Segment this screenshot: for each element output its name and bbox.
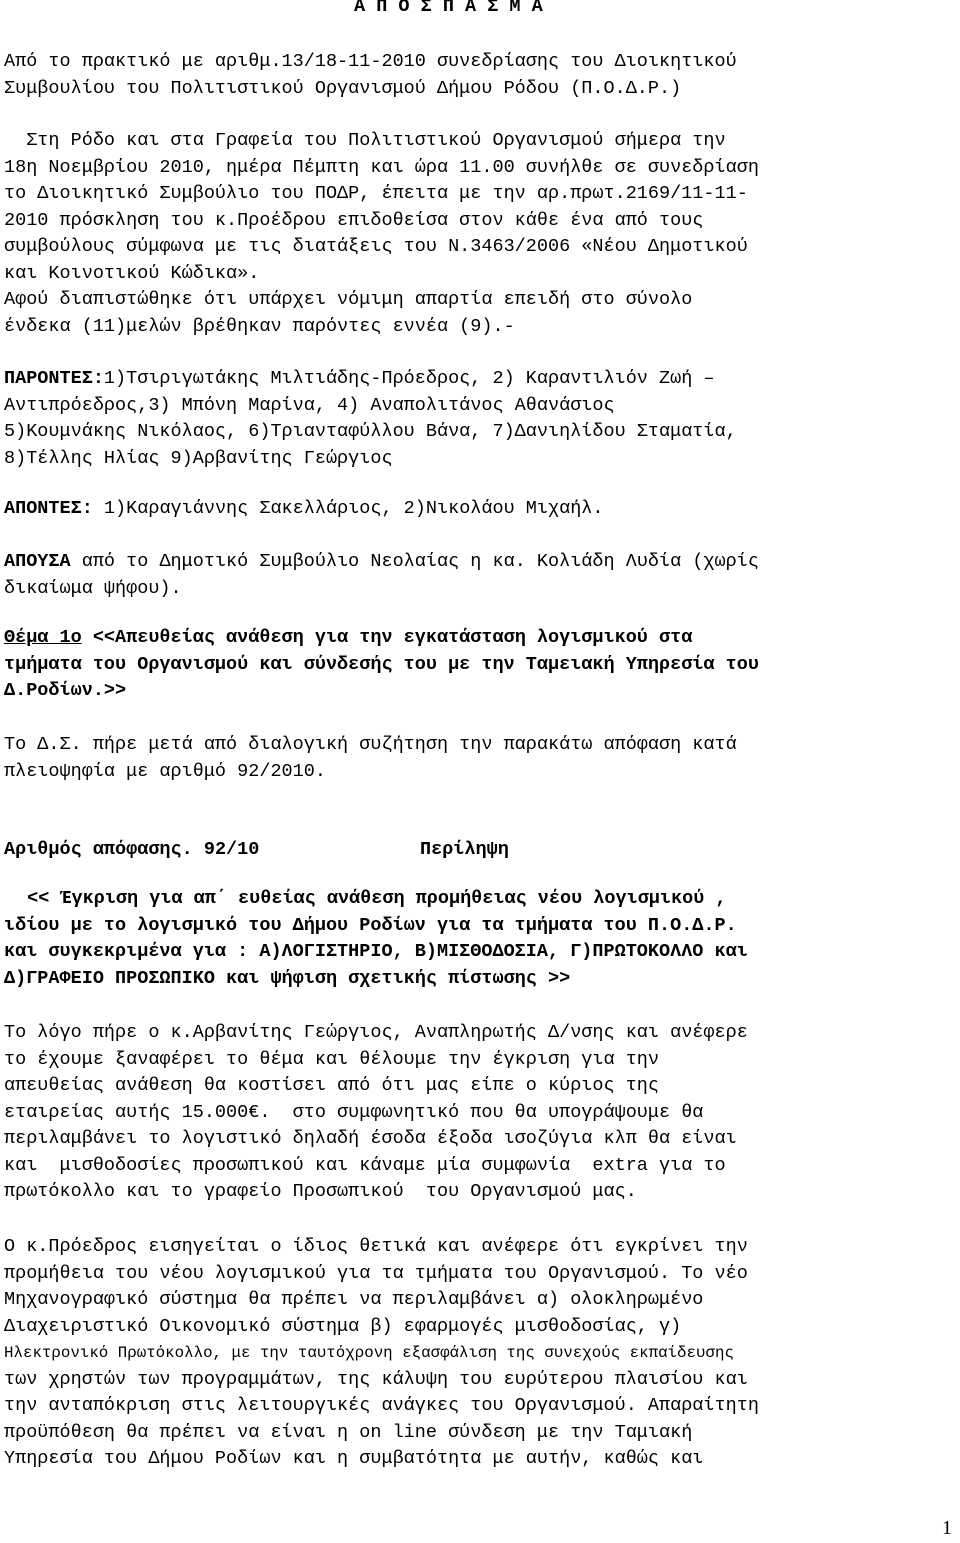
meeting-line: Αφού διαπιστώθηκε ότι υπάρχει νόμιμη απαρτία επειδή στο σύνολο xyxy=(4,289,693,310)
decision-number-row xyxy=(4,837,958,864)
summary-line: ιδίου με το λογισμικό του Δήμου Ροδίων για τα τμήματα του Π.Ο.Δ.Ρ. xyxy=(4,914,737,936)
meeting-line: 2010 πρόσκληση του κ.Προέδρου επιδοθείσα στον κάθε ένα από τους xyxy=(4,209,704,231)
speech-line: το έχουμε ξαναφέρει το θέμα και θέλουμε την έγκριση για την xyxy=(4,1048,660,1070)
subject-block xyxy=(4,625,958,705)
summary-label: Περίληψη xyxy=(420,839,509,860)
meeting-line: συμβούλους σύμφωνα με τις διατάξεις του Ν.3463/2006 «Νέου Δημοτικού xyxy=(4,236,748,257)
subject-line: Δ.Ροδίων.>> xyxy=(4,680,127,701)
absent-single-line: από το Δημοτικό Συμβούλιο Νεολαίας η κα. Κολιάδη Λυδία (χωρίς xyxy=(70,551,759,572)
speech-president xyxy=(4,1234,958,1473)
speech-line: Ηλεκτρονικό Πρωτόκολλο, με την ταυτόχρονη εξασφάλιση της συνεχούς εκπαίδευσης xyxy=(4,1344,734,1362)
decision-number-value: 92/10 xyxy=(192,839,260,860)
speech-line: Μηχανογραφικό σύστημα θα πρέπει να περιλαμβάνει α) ολοκληρωμένο xyxy=(4,1289,704,1310)
subject-label: Θέμα 1ο xyxy=(4,627,82,648)
absent-single-label: ΑΠΟΥΣΑ xyxy=(4,551,71,572)
meeting-line: Στη Ρόδο και στα Γραφεία του Πολιτιστικού Οργανισμού σήμερα την xyxy=(4,130,726,151)
summary-line: << Έγκριση για απ΄ ευθείας ανάθεση προμήθειας νέου λογισμικού , xyxy=(16,888,727,909)
speech-vice-director xyxy=(4,1020,958,1206)
meeting-line: το Διοικητικό Συμβούλιο του ΠΟΔΡ, έπειτα με την αρ.πρωτ.2169/11-11- xyxy=(4,183,748,204)
intro-line: Από το πρακτικό με αριθμ.13/18-11-2010 συνεδρίασης του Διοικητικού xyxy=(4,51,737,72)
meeting-line: και Κοινοτικού Κώδικα». xyxy=(4,262,260,284)
present-members xyxy=(4,366,958,472)
speech-line: Διαχειριστικό Οικονομικό σύστημα β) εφαρμογές μισθοδοσίας, γ) xyxy=(4,1315,682,1337)
present-line: 8)Τέλλης Ηλίας 9)Αρβανίτης Γεώργιος xyxy=(4,447,393,469)
decision-number-label: Αριθμός απόφασης. xyxy=(4,839,193,860)
absent-label: ΑΠΟΝΤΕΣ: xyxy=(4,498,93,519)
speech-line: εταιρείας αυτής 15.000€. στο συμφωνητικό που θα υπογράψουμε θα xyxy=(4,1101,704,1123)
present-label: ΠΑΡΟΝΤΕΣ: xyxy=(4,368,104,389)
speech-line: απευθείας ανάθεση θα κοστίσει από ότι μας είπε ο κύριος της xyxy=(4,1075,660,1096)
speech-line: πρωτόκολλο και το γραφείο Προσωπικού του Οργανισμού μας. xyxy=(4,1181,637,1202)
document-title: Α Π Ο Σ Π Α Σ Μ Α xyxy=(354,0,543,17)
absent-single xyxy=(4,549,958,602)
present-line: 5)Κουμνάκης Νικόλαος, 6)Τριανταφύλλου Βάνα, 7)Δανιηλίδου Σταματία, xyxy=(4,421,737,442)
speech-line: Υπηρεσία του Δήμου Ροδίων και η συμβατότητα με αυτήν, καθώς και xyxy=(4,1448,704,1469)
decision-intro-line: Το Δ.Σ. πήρε μετά από διαλογική συζήτηση την παρακάτω απόφαση κατά xyxy=(4,734,737,755)
decision-intro-line: πλειοψηφία με αριθμό 92/2010. xyxy=(4,760,326,782)
absent-text: 1)Καραγιάννης Σακελλάριος, 2)Νικολάου Μιχαήλ. xyxy=(92,498,604,519)
document-title-block xyxy=(4,0,958,21)
speech-line: και μισθοδοσίες προσωπικού και κάναμε μία συμφωνία extra για το xyxy=(4,1154,726,1176)
absent-single-line: δικαίωμα ψήφου). xyxy=(4,577,182,599)
intro-paragraph xyxy=(4,49,958,102)
speech-line: προϋπόθεση θα πρέπει να είναι η on line σύνδεση με την Ταμιακή xyxy=(4,1421,693,1443)
present-line: Αντιπρόεδρος,3) Μπόνη Μαρίνα, 4) Αναπολιτάνος Αθανάσιος xyxy=(4,394,615,416)
decision-intro xyxy=(4,732,958,785)
meeting-line: ένδεκα (11)μελών βρέθηκαν παρόντες εννέα (9).- xyxy=(4,315,515,337)
summary-line: και συγκεκριμένα για : Α)ΛΟΓΙΣΤΗΡΙΟ, Β)ΜΙΣΘΟΔΟΣΙΑ, Γ)ΠΡΩΤΟΚΟΛΛΟ και xyxy=(4,941,748,962)
meeting-paragraph xyxy=(4,128,958,340)
subject-line: τμήματα του Οργανισμού και σύνδεσής του με την Ταμειακή Υπηρεσία του xyxy=(4,653,759,675)
summary-block xyxy=(4,886,958,992)
speech-line: Ο κ.Πρόεδρος εισηγείται ο ίδιος θετικά και ανέφερε ότι εγκρίνει την xyxy=(4,1236,748,1257)
subject-line: <<Απευθείας ανάθεση για την εγκατάσταση λογισμικού στα xyxy=(81,627,693,648)
speech-line: την ανταπόκριση στις λειτουργικές ανάγκες του Οργανισμού. Απαραίτητη xyxy=(4,1395,759,1416)
summary-line: Δ)ΓΡΑΦΕΙΟ ΠΡΟΣΩΠΙΚΟ και ψήφιση σχετικής πίστωσης >> xyxy=(4,967,571,989)
intro-line: Συμβουλίου του Πολιτιστικού Οργανισμού Δήμου Ρόδου (Π.Ο.Δ.Ρ.) xyxy=(4,77,682,99)
speech-line: προμήθεια του νέου λογισμικού για τα τμήματα του Οργανισμού. Το νέο xyxy=(4,1262,748,1284)
speech-line: περιλαμβάνει το λογιστικό δηλαδή έσοδα έξοδα ισοζύγια κλπ θα είναι xyxy=(4,1128,737,1149)
present-line: 1)Τσιριγωτάκης Μιλτιάδης-Πρόεδρος, 2) Καραντιλιόν Ζωή – xyxy=(103,368,715,389)
page-number: 1 xyxy=(942,1517,952,1539)
speech-line: των χρηστών των προγραμμάτων, της κάλυψη του ευρύτερου πλαισίου και xyxy=(4,1368,748,1390)
absent-members xyxy=(4,496,958,523)
speech-line: Το λόγο πήρε ο κ.Αρβανίτης Γεώργιος, Αναπληρωτής Δ/νσης και ανέφερε xyxy=(4,1022,748,1043)
meeting-line: 18η Νοεμβρίου 2010, ημέρα Πέμπτη και ώρα 11.00 συνήλθε σε συνεδρίαση xyxy=(4,156,759,178)
